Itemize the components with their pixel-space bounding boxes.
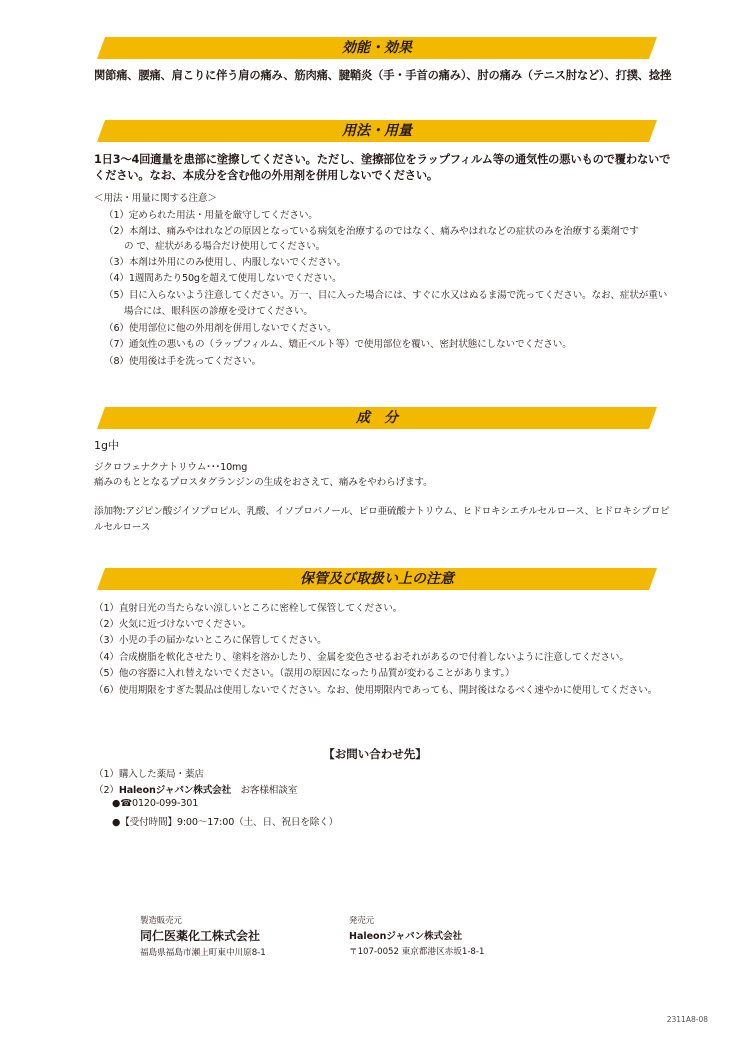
additives-line: ルセルロース — [94, 522, 151, 533]
section-header-storage — [97, 568, 657, 590]
storage-item: （1）直射日光の当たらない涼しいところに密栓して保管してください。 — [94, 603, 403, 614]
usage-note: （8）使用後は手を洗ってください。 — [104, 356, 262, 367]
document-code: 2311A8-08 — [666, 1015, 708, 1024]
distributor-label: 発売元 — [349, 915, 375, 925]
storage-item: （2）火気に近づけないでください。 — [94, 619, 252, 630]
distributor-name: Haleonジャパン株式会社 — [349, 931, 463, 942]
usage-line-2: ください。なお、本成分を含む他の外用剤を併用しないでください。 — [94, 169, 439, 182]
contact-item-2 — [94, 782, 297, 796]
contact-phone: ●☎0120-099-301 — [112, 798, 199, 809]
usage-note: （2）本剤は、痛みやはれなどの原因となっている病気を治療するのではなく、痛みやはれなどの症状のみを治療する薬剤です — [104, 226, 639, 237]
manufacturer-label: 製造販売元 — [140, 915, 182, 925]
distributor-block — [349, 914, 484, 957]
ingredient-line: 痛みのもととなるプロスタグランジンの生成をおさえて、痛みをやわらげます。 — [94, 477, 433, 488]
section-title-usage: 用法・用量 — [342, 123, 412, 139]
ingredients-amount: 1g中 — [94, 439, 119, 452]
manufacturer-block — [140, 914, 266, 958]
contact-dept: お客様相談室 — [231, 785, 298, 796]
usage-note: 場合には、眼科医の診療を受けてください。 — [124, 306, 313, 317]
contact-company-name: Haleonジャパン株式会社 — [118, 785, 232, 796]
usage-note: （3）本剤は外用にのみ使用し、内服しないでください。 — [104, 257, 347, 268]
usage-note: の で、症状がある場合だけ使用してください。 — [124, 241, 326, 252]
additives-line: 添加物:アジピン酸ジイソプロピル、乳酸、イソプロパノール、ピロ亜硫酸ナトリウム、ヒドロキシエチルセルロース、ヒドロキシプロピ — [94, 506, 670, 517]
usage-note: （6）使用部位に他の外用剤を併用しないでください。 — [104, 323, 337, 334]
distributor-address: 〒107-0052 東京都港区赤坂1-8-1 — [349, 947, 485, 957]
storage-item: （3）小児の手の届かないところに保管してください。 — [94, 635, 327, 646]
usage-note: （7）通気性の悪いもの（ラップフィルム、矯正ベルト等）で使用部位を覆い、密封状態にしないでください。 — [104, 339, 572, 350]
section-title-ingredients: 成 分 — [356, 410, 398, 426]
section-header-efficacy — [97, 37, 657, 59]
section-title-storage: 保管及び取扱い上の注意 — [300, 571, 454, 587]
usage-notes-header: ＜用法・用量に関する注意＞ — [94, 193, 217, 204]
manufacturer-name: 同仁医薬化工株式会社 — [140, 929, 261, 943]
section-header-usage — [97, 120, 657, 142]
section-title-efficacy: 効能・効果 — [342, 40, 412, 56]
usage-note: （1）定められた用法・用量を厳守してください。 — [104, 210, 318, 221]
storage-item: （5）他の容器に入れ替えないでください。（誤用の原因になったり品質が変わることがあります。） — [94, 668, 515, 679]
contact-item-1: （1）購入した薬局・薬店 — [94, 769, 204, 780]
storage-item: （6）使用期限をすぎた製品は使用しないでください。なお、使用期限内であっても、開封後はなるべく速やかに使用してください。 — [94, 685, 658, 696]
contact-title: 【お問い合わせ先】 — [323, 747, 427, 761]
usage-note: （4）1週間あたり50gを超えて使用しないでください。 — [104, 273, 342, 284]
efficacy-text: 関節痛、腰痛、肩こりに伴う肩の痛み、筋肉痛、腱鞘炎（手・手首の痛み）、肘の痛み（テニス肘など）、打撲、捻挫 — [94, 69, 672, 82]
ingredient-line: ジクロフェナクナトリウム･･･10mg — [94, 462, 248, 473]
contact-item-2-prefix: （2） — [94, 785, 119, 796]
contact-hours: ●【受付時間】9:00～17:00（土、日、祝日を除く） — [112, 817, 339, 828]
storage-item: （4）合成樹脂を軟化させたり、塗料を溶かしたり、金属を変色させるおそれがあるので付着しないように注意してください。 — [94, 652, 629, 663]
manufacturer-address: 福島県福島市瀬上町東中川原8-1 — [140, 948, 266, 958]
section-header-ingredients — [97, 407, 657, 429]
usage-line-1: 1日3〜4回適量を患部に塗擦してください。ただし、塗擦部位をラップフィルム等の通気性の悪いもので覆わないで — [94, 153, 671, 166]
usage-note: （5）目に入らないよう注意してください。万一、目に入った場合には、すぐに水又はぬるま湯で洗ってください。なお、症状が重い — [104, 290, 668, 301]
